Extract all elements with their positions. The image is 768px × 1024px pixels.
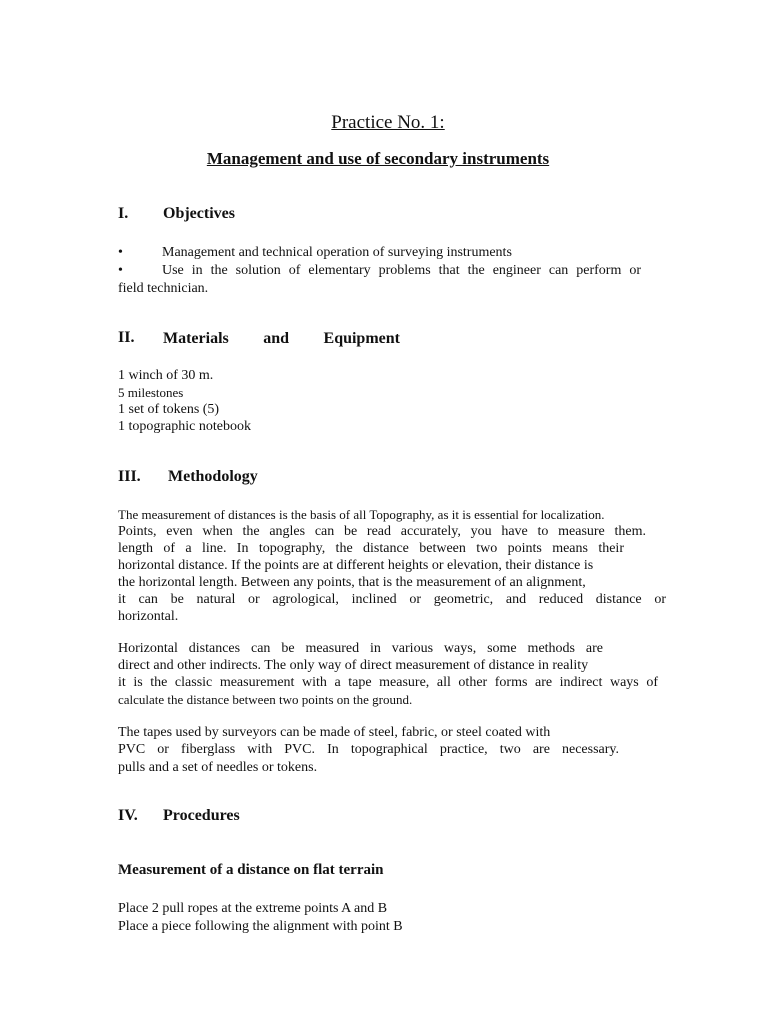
materials-item: 1 topographic notebook [118, 419, 251, 434]
bullet-continuation: field technician. [118, 281, 209, 296]
paragraph-line: horizontal. [118, 609, 179, 624]
bullet-mark: • [118, 263, 123, 278]
paragraph-line: it is the classic measurement with a tape measure, all other forms are indirect ways of [118, 675, 658, 690]
section-methodology-heading [118, 469, 258, 485]
bullet-text: Use in the solution of elementary problems that the engineer can perform or [162, 263, 641, 278]
paragraph-line: it can be natural or agrological, inclined or geometric, and reduced distance or [118, 592, 666, 607]
procedure-line: Place 2 pull ropes at the extreme points A and B [118, 901, 388, 916]
section-title: Objectives [163, 205, 235, 222]
section-objectives-heading [118, 206, 235, 222]
paragraph-line: direct and other indirects. The only way of direct measurement of distance in reality [118, 658, 589, 673]
section-number: II. [118, 329, 135, 346]
heading-word: Materials [163, 330, 229, 347]
paragraph-line: the horizontal length. Between any points, that is the measurement of an alignment, [118, 575, 586, 590]
paragraph-line: PVC or fiberglass with PVC. In topographical practice, two are necessary. [118, 742, 619, 757]
section-number: IV. [118, 807, 138, 824]
subsection-heading: Measurement of a distance on flat terrain [118, 862, 384, 878]
paragraph-line: Horizontal distances can be measured in various ways, some methods are [118, 641, 603, 656]
paragraph-line: pulls and a set of needles or tokens. [118, 760, 318, 775]
bullet-text: Management and technical operation of surveying instruments [162, 245, 512, 260]
section-number: I. [118, 205, 129, 222]
page-subtitle [0, 150, 768, 167]
materials-item: 5 milestones [118, 385, 184, 400]
page-title: Practice No. 1: [331, 112, 445, 133]
materials-item: 1 winch of 30 m. [118, 368, 214, 383]
paragraph-line: Points, even when the angles can be read accurately, you have to measure them. [118, 524, 646, 539]
procedure-line: Place a piece following the alignment with point B [118, 919, 403, 934]
materials-item: 1 set of tokens (5) [118, 402, 220, 417]
page-subtitle-text: Management and use of secondary instruments [206, 149, 550, 168]
section-number: III. [118, 468, 141, 485]
section-procedures-heading [118, 808, 240, 824]
bullet-mark: • [118, 245, 123, 260]
heading-word: and [263, 330, 290, 347]
bullet-item [118, 246, 512, 260]
paragraph-line: The measurement of distances is the basis of all Topography, as it is essential for localization. [118, 507, 605, 522]
paragraph-line: calculate the distance between two points on the ground. [118, 692, 413, 707]
section-title: Methodology [168, 468, 258, 485]
paragraph-line: length of a line. In topography, the distance between two points means their [118, 541, 624, 556]
heading-word: Equipment [323, 330, 400, 347]
section-materials-heading [163, 330, 400, 348]
bullet-item [118, 264, 641, 278]
paragraph-line: horizontal distance. If the points are at different heights or elevation, their distance is [118, 558, 594, 573]
paragraph-line: The tapes used by surveyors can be made of steel, fabric, or steel coated with [118, 725, 551, 740]
section-title: Procedures [163, 807, 240, 824]
